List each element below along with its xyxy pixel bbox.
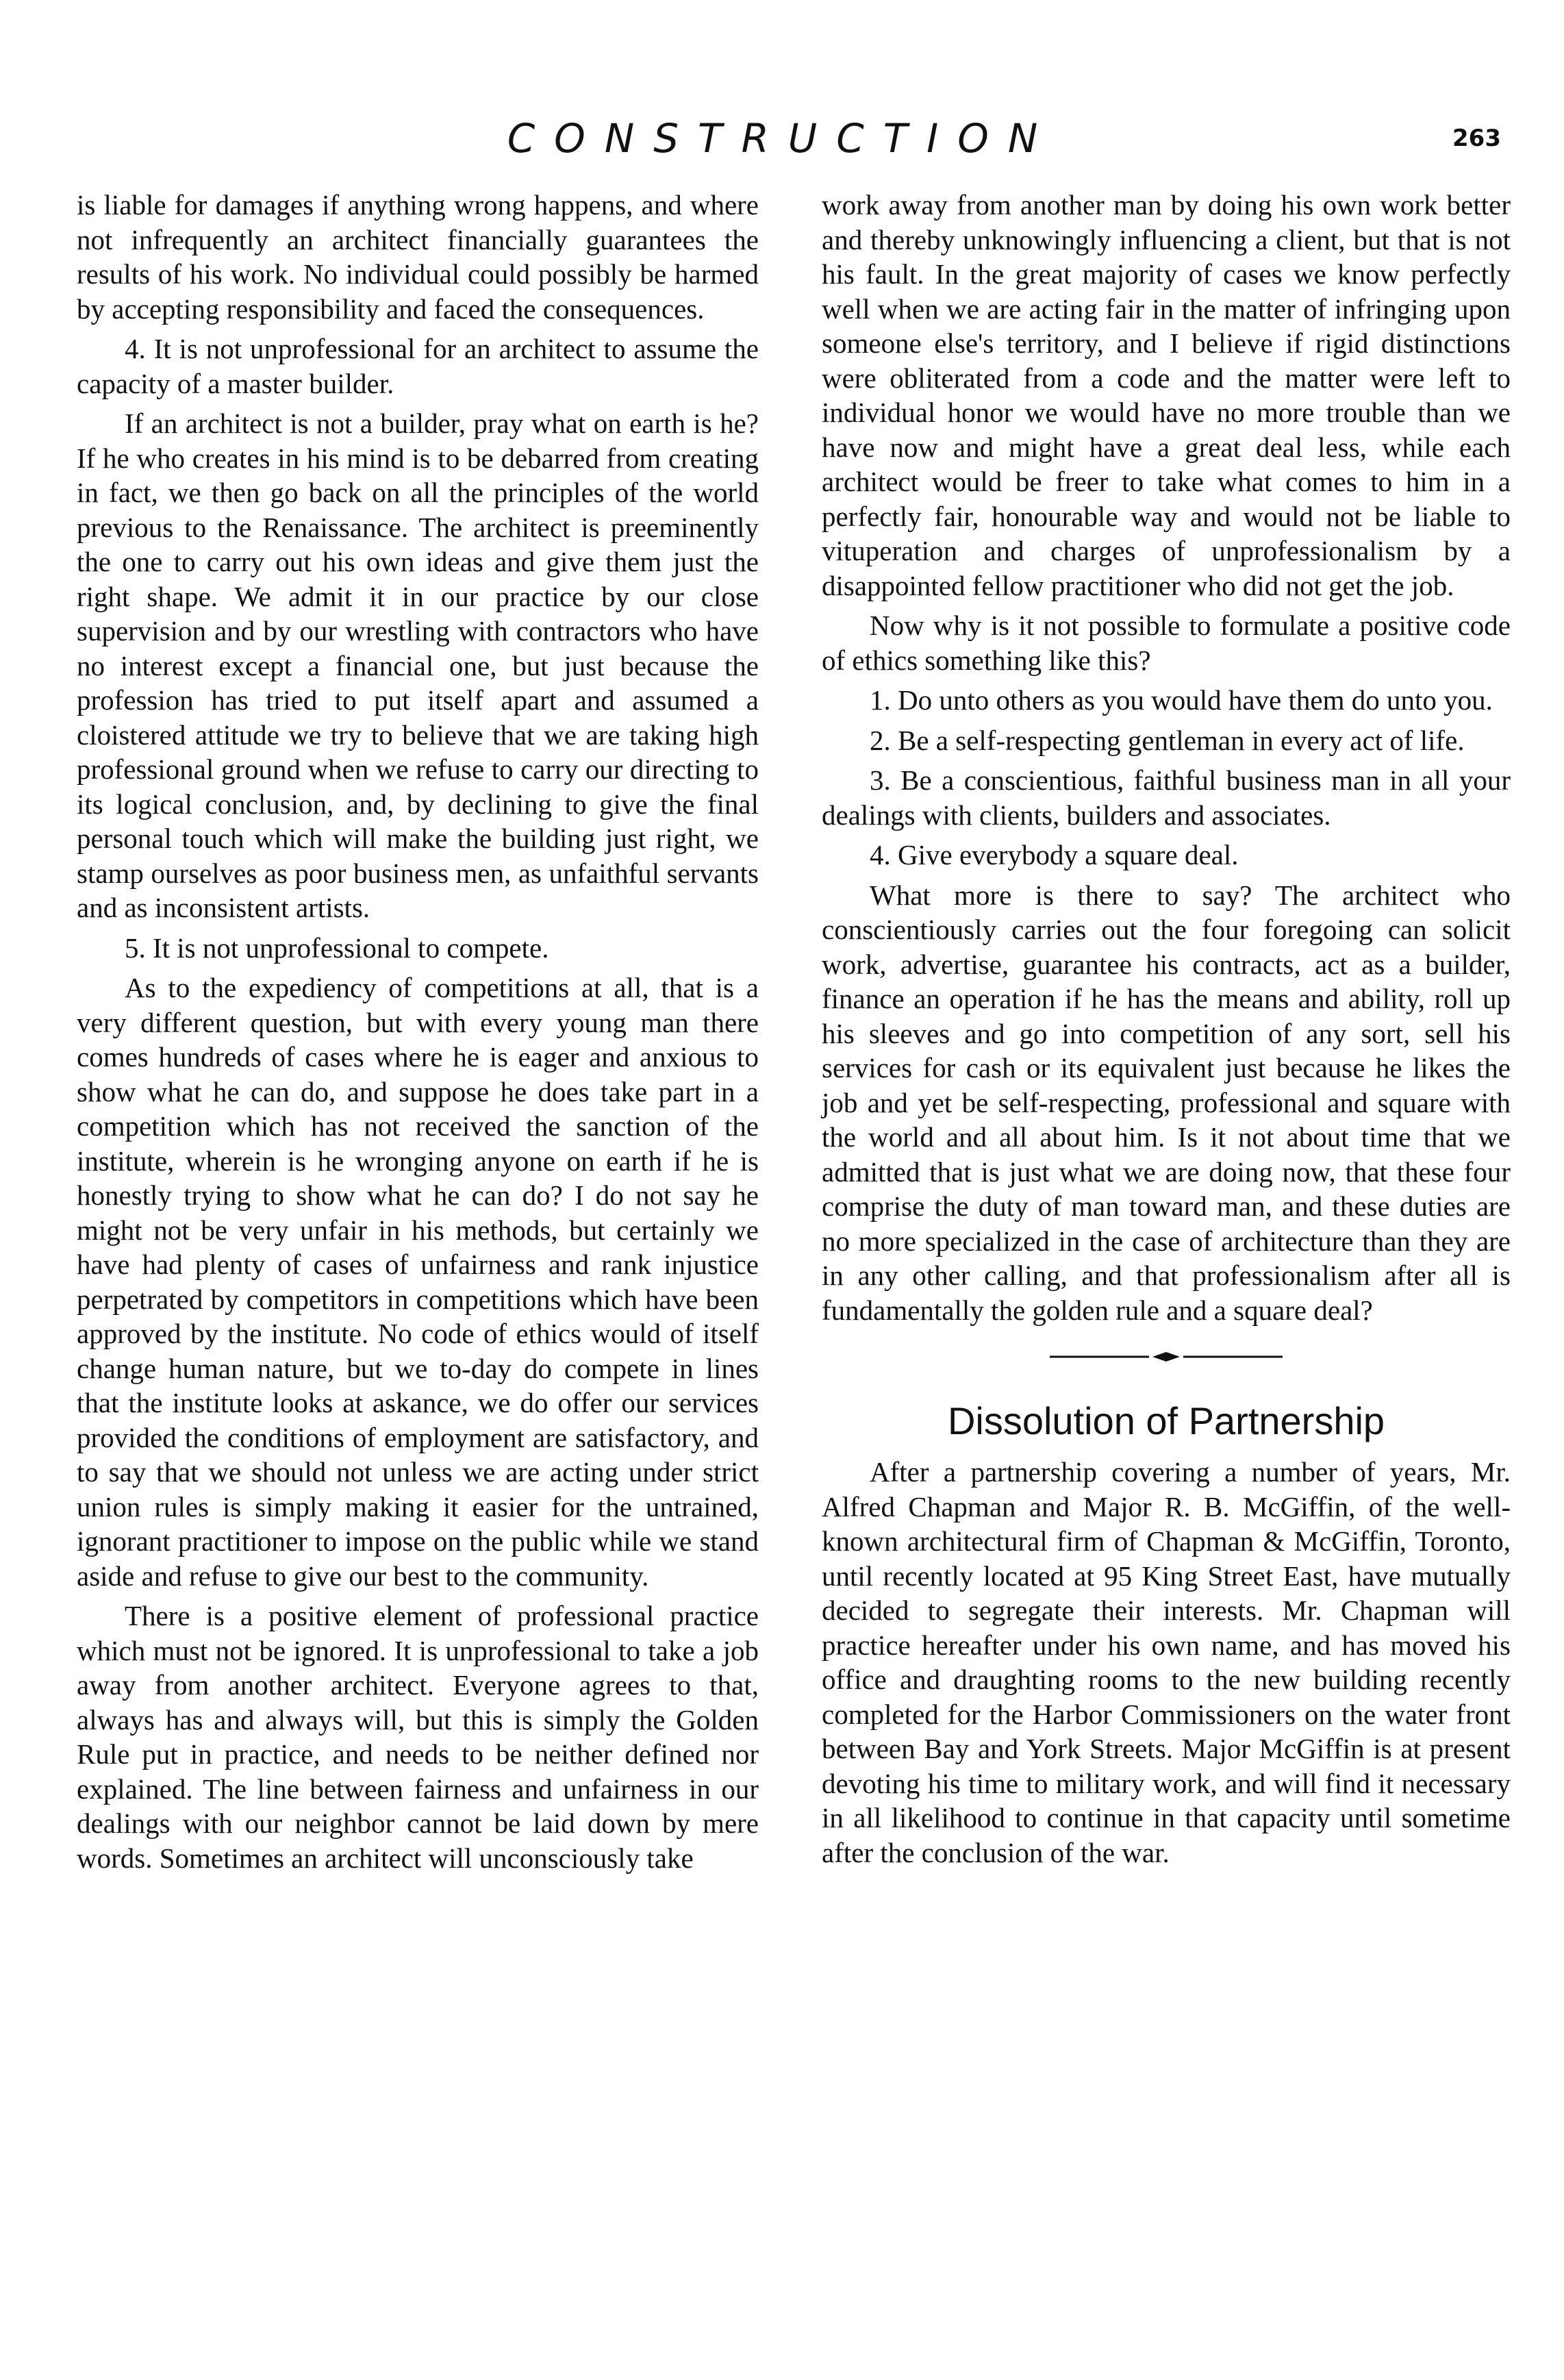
paragraph: 4. It is not unprofessional for an architect to assume the capacity of a master builder. <box>77 333 759 399</box>
paragraph: There is a positive element of professional practice which must not be ignored. It is unprofessional to take a job away from another architect. Everyone agrees to that, always has and always will, but this is simply the Golden Rule put in practice, and needs to be neither defined nor explained. The line between fairness and unfairness in our dealings with our neighbor cannot be laid down by mere words. Sometimes an architect will unconsciously take <box>77 1600 759 1874</box>
article-title: Dissolution of Partnership <box>947 1399 1385 1442</box>
journal-name: CONSTRUCTION <box>507 115 1057 162</box>
paragraph: 5. It is not unprofessional to compete. <box>125 931 549 964</box>
paragraph: is liable for damages if anything wrong happens, and where not infrequently an architect financially guarantees the results of his work. No individual could possibly be harmed by accepting responsibility and faced the consequences. <box>77 189 759 325</box>
left-column <box>77 188 759 1881</box>
page-header <box>0 0 1564 178</box>
list-item: 2. Be a self-respecting gentleman in every act of life. <box>870 724 1465 756</box>
paragraph: If an architect is not a builder, pray what on earth is he? If he who creates in his mind is to be debarred from creating in fact, we then go back on all the principles of the world previous to the Renaissance. The architect is preeminently the one to carry out his own ideas and give them just the right shape. We admit it in our practice by our close supervision and by our wrestling with contractors who have no interest except a financial one, but just because the profession has tried to put itself apart and assumed a cloistered attitude we try to believe that we are taking high professional ground when we refuse to carry our directing to its logical conclusion, and, by declining to give the final personal touch which will make the building just right, we stamp ourselves as poor business men, as unfaithful servants and as inconsistent artists. <box>77 408 759 923</box>
list-item: 1. Do unto others as you would have them do unto you. <box>870 684 1493 716</box>
page-number: 263 <box>1452 125 1501 152</box>
paragraph: As to the expediency of competitions at all, that is a very different question, but with every young man there comes hundreds of cases where he is eager and anxious to show what he can do, and suppose he does take part in a competition which has not received the sanction of the institute, wherein is he wronging anyone on earth if he is honestly trying to show what he can do? I do not say he might not be very unfair in his methods, but certainly we have had plenty of cases of unfairness and rank injustice perpetrated by competitors in competitions which have been approved by the institute. No code of ethics would of itself change human nature, but we to-day do compete in lines that the institute looks at askance, we do offer our services provided the conditions of employment are satisfactory, and to say that we should not unless we are acting under strict union rules is simply making it easier for the untrained, ignorant practitioner to impose on the public while we stand aside and refuse to give our best to the community. <box>77 972 759 1592</box>
right-column <box>822 188 1511 1875</box>
section-divider-ornament <box>822 1333 1511 1381</box>
paragraph: After a partnership covering a number of years, Mr. Alfred Chapman and Major R. B. McGiffin, of the well-known architectural firm of Chapman & McGiffin, Toronto, until recently located at 95 King Street East, have mutually decided to segregate their interests. Mr. Chapman will practice hereafter under his own name, and has moved his office and draughting rooms to the new building recently completed for the Harbor Commissioners on the water front between Bay and York Streets. Major McGiffin is at present devoting his time to military work, and will find it necessary in all likelihood to continue in that capacity until sometime after the conclusion of the war. <box>822 1456 1511 1868</box>
paragraph: What more is there to say? The architect who conscientiously carries out the four foregoing can solicit work, advertise, guarantee his contracts, act as a builder, finance an operation if he has the means and ability, roll up his sleeves and go into competition of any sort, sell his services for cash or its equivalent just because he likes the job and yet be self-respecting, professional and square with the world and all about him. Is it not about time that we admitted that is just what we are doing now, that these four comprise the duty of man toward man, and these duties are no more specialized in the case of architecture than they are in any other calling, and that professionalism after all is fundamentally the golden rule and a square deal? <box>822 879 1511 1326</box>
paragraph: Now why is it not possible to formulate a positive code of ethics something like this? <box>822 610 1511 676</box>
paragraph: work away from another man by doing his own work better and thereby unknowingly influencing a client, but that is not his fault. In the great majority of cases we know perfectly well when we are acting fair in the matter of infringing upon someone else's territory, and I believe if rigid distinctions were obliterated from a code and the matter were left to individual honor we would have no more trouble than we have now and might have a great deal less, while each architect would be freer to take what comes to him in a perfectly fair, honourable way and would not be liable to vituperation and charges of unprofessionalism by a disappointed fellow practitioner who did not get the job. <box>822 189 1511 601</box>
list-item: 3. Be a conscientious, faithful business man in all your dealings with clients, builders and associates. <box>822 764 1511 831</box>
list-item: 4. Give everybody a square deal. <box>870 839 1239 870</box>
